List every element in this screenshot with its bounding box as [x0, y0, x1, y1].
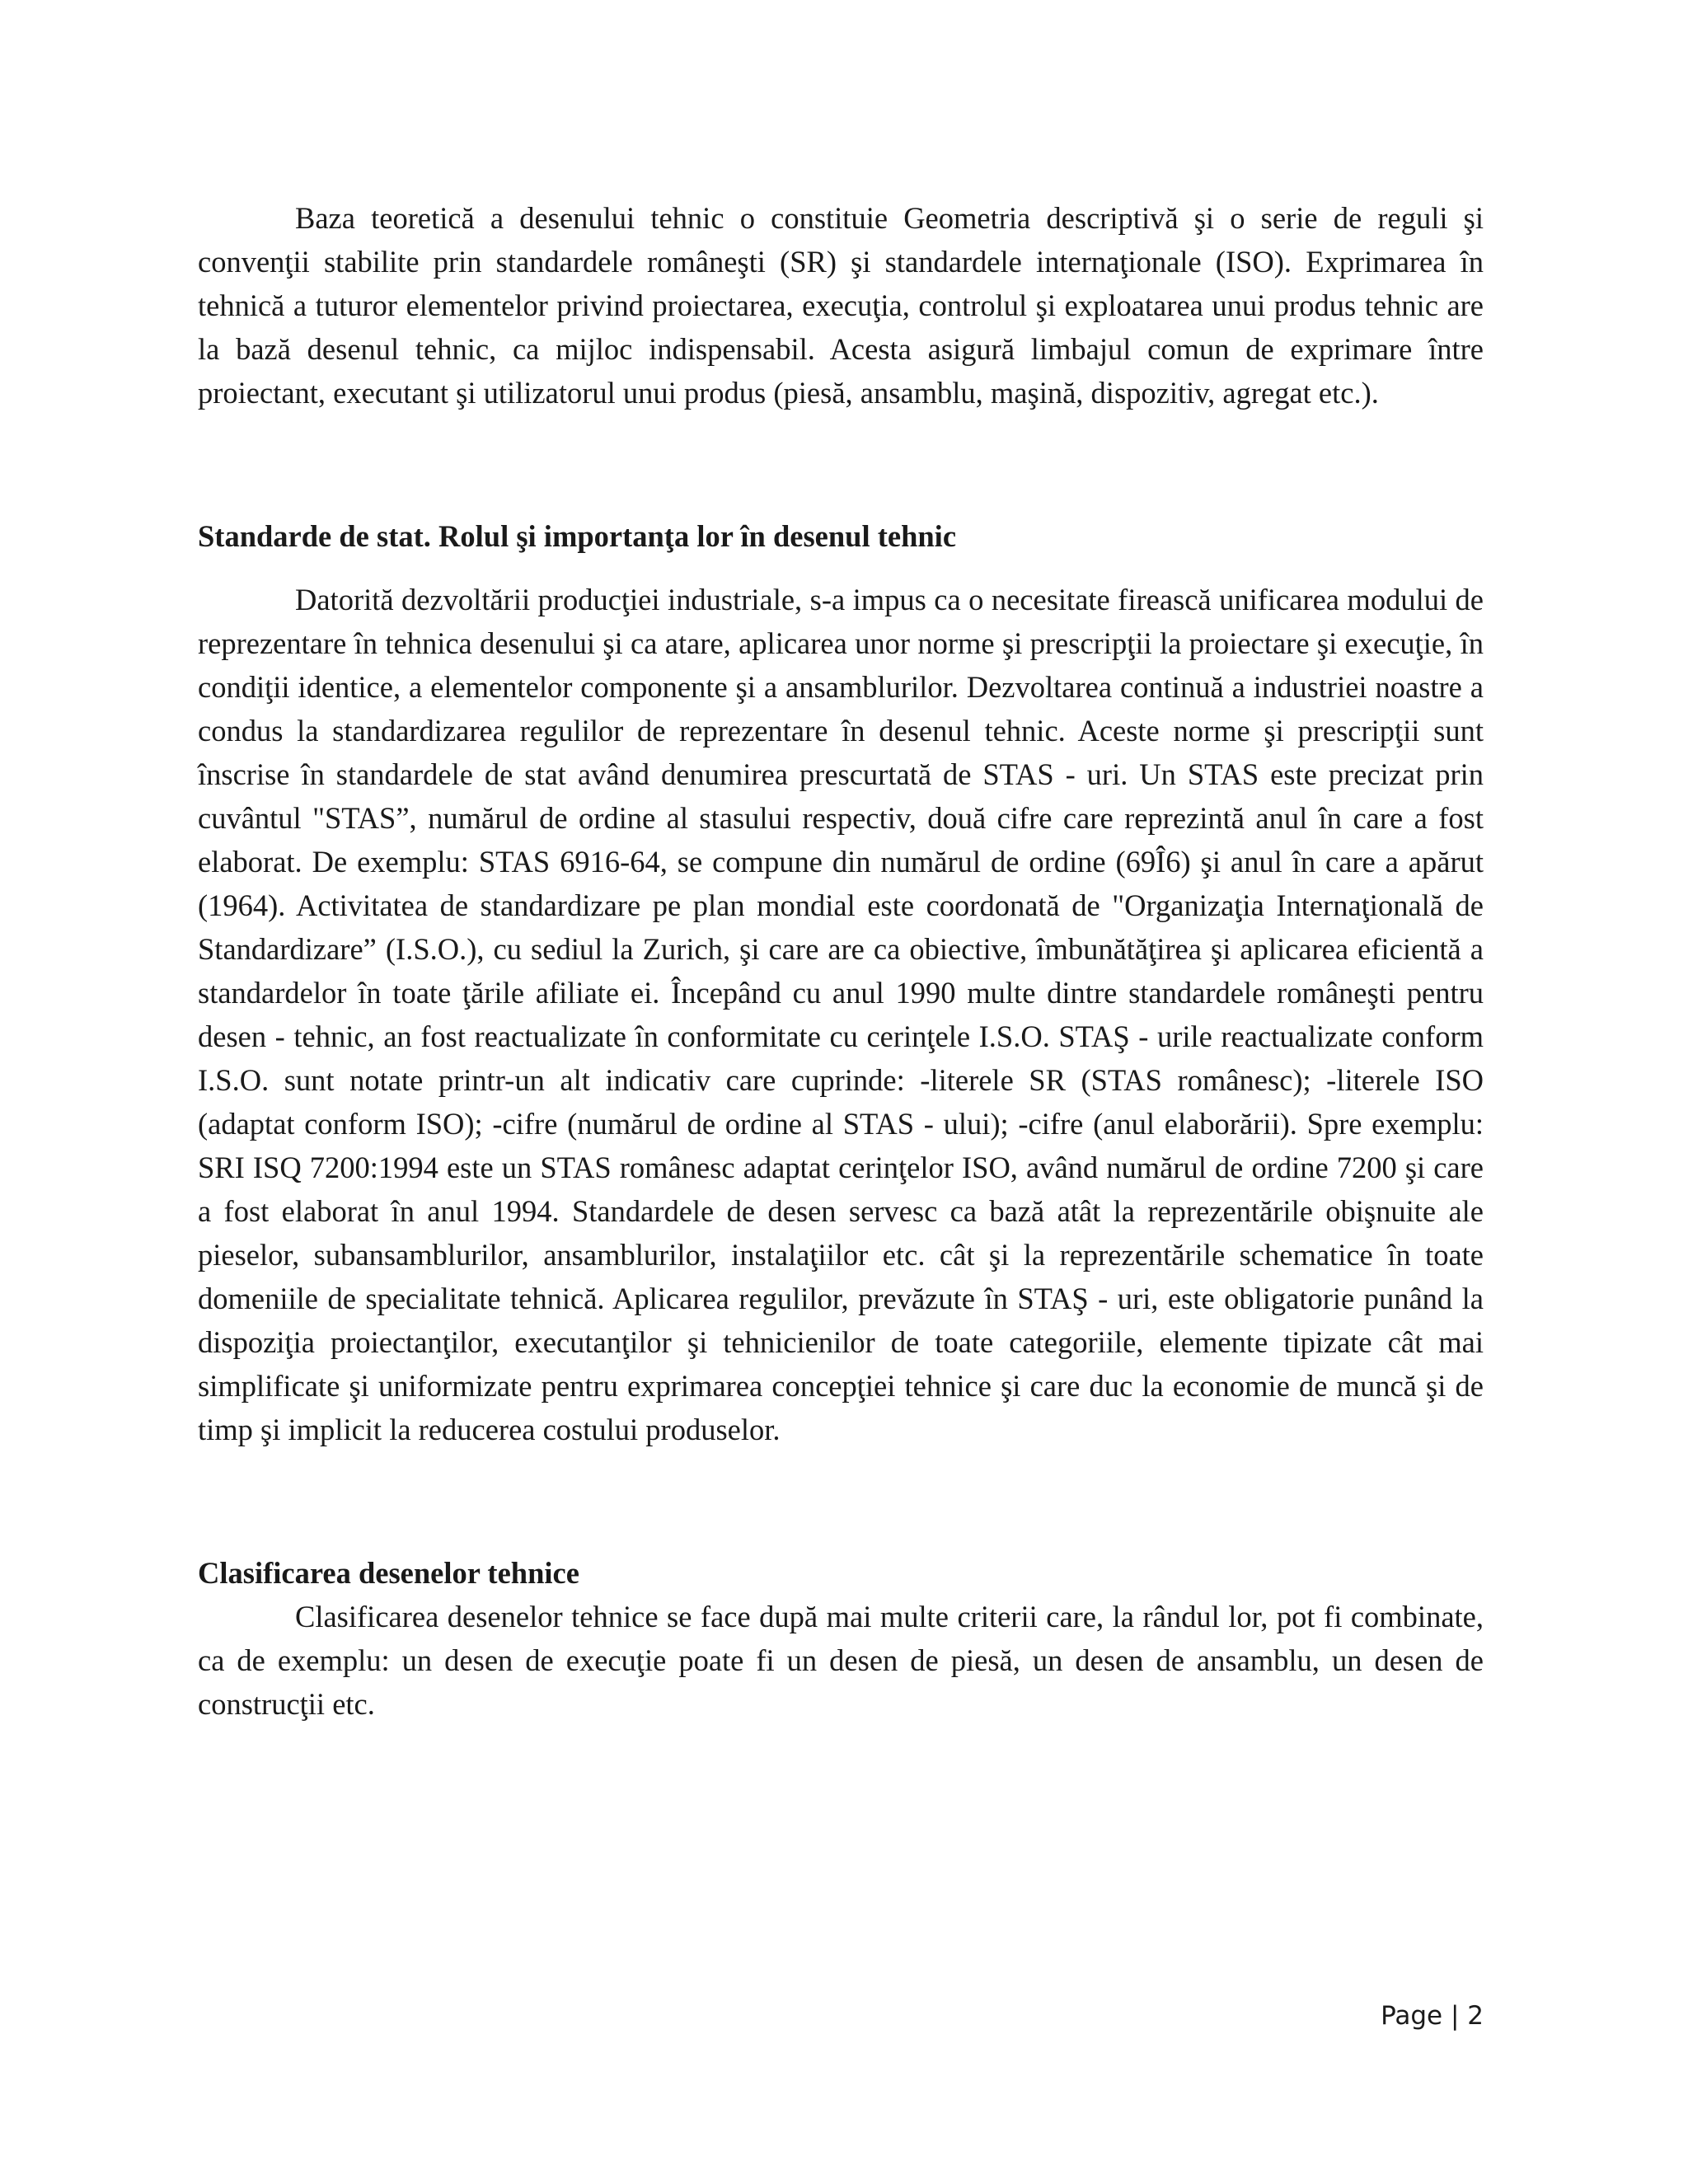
classification-paragraph: Clasificarea desenelor tehnice se face după mai multe criterii care, la rândul lor, pot fi combinate, ca de exemplu: un desen de execuţie poate fi un desen de piesă, un desen de ansamblu, un desen de construcţii etc. — [198, 1600, 1484, 1721]
page-number: Page | 2 — [1381, 2001, 1484, 2031]
page-body — [198, 196, 1484, 1726]
section-heading-classification: Clasificarea desenelor tehnice — [198, 1556, 579, 1590]
intro-paragraph: Baza teoretică a desenului tehnic o constituie Geometria descriptivă şi o serie de reguli şi convenţii stabilite prin standardele româneşti (SR) şi standardele internaţionale (ISO). Exprimarea în tehnică a tuturor elementelor privind proiectarea, execuţia, controlul şi exploatarea unui produs tehnic are la bază desenul tehnic, ca mijloc indispensabil. Acesta asigură limbajul comun de exprimare între proiectant, executant şi utilizatorul unui produs (piesă, ansamblu, maşină, dispozitiv, agregat etc.). — [198, 201, 1484, 410]
standards-paragraph: Datorită dezvoltării producţiei industriale, s-a impus ca o necesitate firească unificarea modului de reprezentare în tehnica desenului şi ca atare, aplicarea unor norme şi prescripţii la proiectare şi execuţie, în condiţii identice, a elementelor componente şi a ansamblurilor. Dezvoltarea continuă a industriei noastre a condus la standardizarea regulilor de reprezentare în desenul tehnic. Aceste norme şi prescripţii sunt înscrise în standardele de stat având denumirea prescurtată de STAS - uri. Un STAS este precizat prin cuvântul "STAS”, numărul de ordine al stasului respectiv, două cifre care reprezintă anul în care a fost elaborat. De exemplu: STAS 6916-64, se compune din numărul de ordine (69Î6) şi anul în care a apărut (1964). Activitatea de standardizare pe plan mondial este coordonată de "Organizaţia Internaţională de Standardizare” (I.S.O.), cu sediul la Zurich, şi care are ca obiective, îmbunătăţirea şi aplicarea eficientă a standardelor în toate ţările afiliate ei. Începând cu anul 1990 multe dintre standardele româneşti pentru desen - tehnic, an fost reactualizate în conformitate cu cerinţele I.S.O. STAŞ - urile reactualizate conform I.S.O. sunt notate printr-un alt indicativ care cuprinde: -literele SR (STAS românesc); -literele ISO (adaptat conform ISO); -cifre (numărul de ordine al STAS - ului); -cifre (anul elaborării). Spre exemplu: SRI ISQ 7200:1994 este un STAS românesc adaptat cerinţelor ISO, având numărul de ordine 7200 şi care a fost elaborat în anul 1994. Standardele de desen servesc ca bază atât la reprezentările obişnuite ale pieselor, subansamblurilor, ansamblurilor, instalaţiilor etc. cât şi la reprezentările schematice în toate domeniile de specialitate tehnică. Aplicarea regulilor, prevăzute în STAŞ - uri, este obligatorie punând la dispoziţia proiectanţilor, executanţilor şi tehnicienilor de toate categoriile, elemente tipizate cât mai simplificate şi uniformizate pentru exprimarea concepţiei tehnice şi care duc la economie de muncă şi de timp şi implicit la reducerea costului produselor. — [198, 583, 1484, 1446]
section-heading-standards: Standarde de stat. Rolul şi importanţa lor în desenul tehnic — [198, 519, 957, 553]
